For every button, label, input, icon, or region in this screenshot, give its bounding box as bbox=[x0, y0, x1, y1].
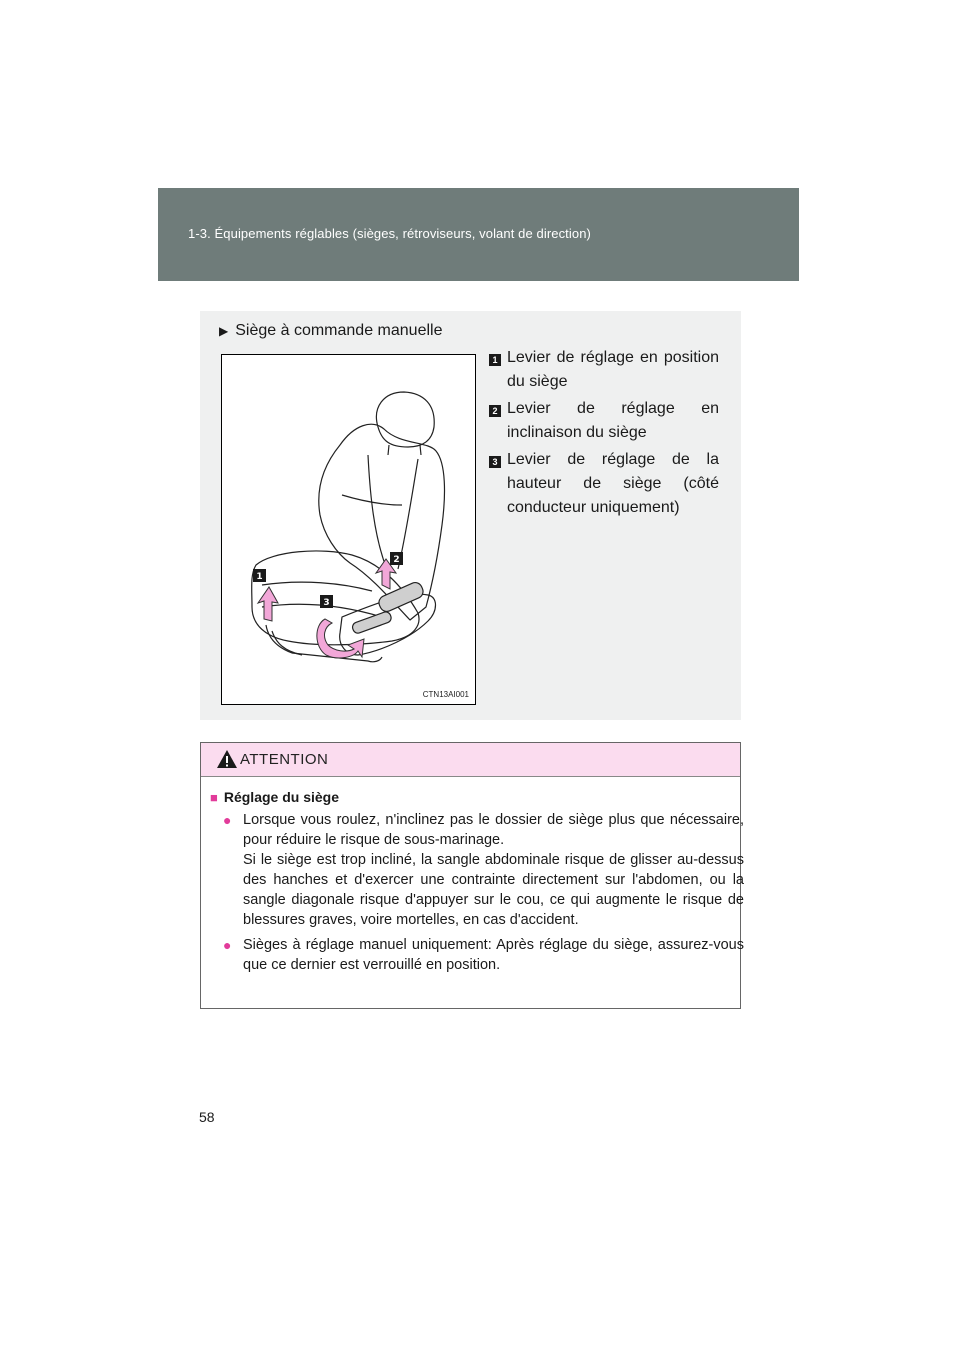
arrow-1 bbox=[258, 587, 278, 621]
warning-heading-text: Réglage du siège bbox=[223, 789, 340, 805]
subsection-title-text: Siège à commande manuelle bbox=[235, 322, 443, 339]
square-bullet-icon: ■ bbox=[210, 790, 218, 805]
circle-bullet-icon: ● bbox=[223, 937, 232, 953]
manual-seat-panel bbox=[200, 311, 741, 720]
seatback-shape bbox=[319, 424, 445, 620]
bullet-text bbox=[243, 810, 744, 930]
number-badge: 2 bbox=[489, 405, 501, 417]
bullet-paragraph: Lorsque vous roulez, n'inclinez pas le dossier de siège plus que nécessaire, pour réduire le risque de sous-marinage. bbox=[243, 812, 744, 848]
chapter-title: 1-3. Équipements réglables (sièges, rétroviseurs, volant de direction) bbox=[188, 226, 591, 241]
warning-bullet bbox=[210, 935, 744, 975]
bullet-paragraph: Sièges à réglage manuel uniquement: Après réglage du siège, assurez-vous que ce dernier est verrouillé en position. bbox=[243, 937, 744, 973]
warning-box bbox=[200, 742, 744, 1009]
headrest-shape bbox=[376, 392, 434, 447]
legend-text: Levier de réglage en inclinaison du siège bbox=[507, 400, 719, 441]
bullet-paragraph: Si le siège est trop incliné, la sangle abdominale risque de glisser au-dessus des hanches et d'exercer une contrainte directement sur l'abdomen, ou la sangle diagonale risque d'appuyer sur le cou, ce qui augmente le risque de blessures graves, voire mortelles, en cas d'accident. bbox=[243, 852, 744, 928]
number-badge: 3 bbox=[489, 456, 501, 468]
legend-item bbox=[489, 448, 719, 520]
warning-heading bbox=[210, 789, 734, 805]
warning-header bbox=[201, 743, 740, 777]
legend-text: Levier de réglage de la hauteur de siège (côté conducteur uniquement) bbox=[507, 451, 719, 516]
page-number: 58 bbox=[199, 1109, 215, 1125]
svg-text:1: 1 bbox=[256, 572, 263, 582]
warning-title: ATTENTION bbox=[240, 751, 329, 768]
legend-item bbox=[489, 346, 719, 394]
chapter-header-band bbox=[158, 188, 799, 281]
figure-code: CTN13AI001 bbox=[422, 690, 469, 699]
warning-triangle-icon bbox=[216, 749, 238, 769]
number-badge: 1 bbox=[489, 354, 501, 366]
legend-text: Levier de réglage en position du siège bbox=[507, 349, 719, 390]
legend-item bbox=[489, 397, 719, 445]
svg-text:2: 2 bbox=[393, 555, 400, 565]
circle-bullet-icon: ● bbox=[223, 812, 232, 828]
warning-bullet bbox=[210, 810, 744, 930]
warning-body bbox=[201, 777, 744, 975]
triangle-bullet-icon: ▶ bbox=[219, 324, 229, 338]
seat-illustration bbox=[221, 354, 476, 705]
subsection-title bbox=[219, 322, 442, 340]
legend-list bbox=[489, 346, 719, 523]
seat-drawing bbox=[222, 355, 475, 704]
svg-text:3: 3 bbox=[323, 598, 330, 608]
bullet-text bbox=[243, 935, 744, 975]
